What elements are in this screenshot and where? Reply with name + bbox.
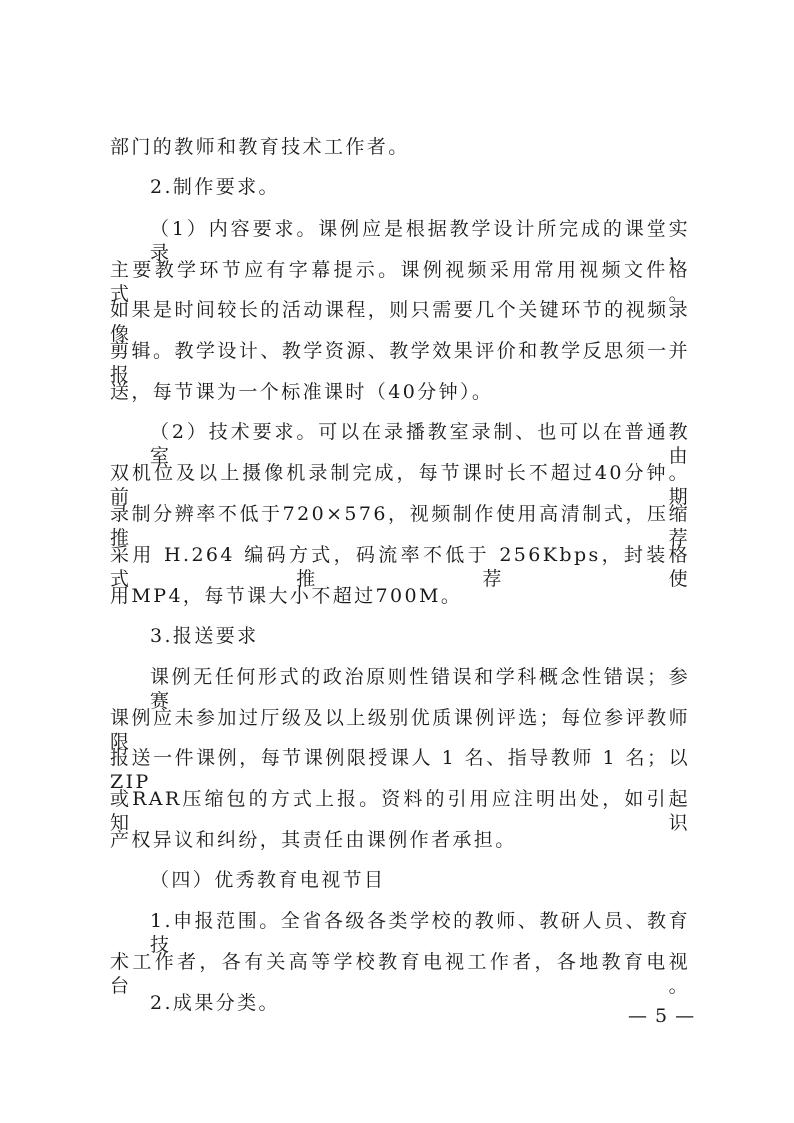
section-heading: 2.成果分类。 (150, 992, 280, 1014)
text-line: 或RAR压缩包的方式上报。资料的引用应注明出处，如引起知识 (110, 788, 690, 834)
text-line: 如果是时间较长的活动课程，则只需要几个关键环节的视频录像 (110, 299, 690, 345)
page-number: — 5 — (628, 1005, 696, 1027)
section-heading: 2.制作要求。 (150, 176, 280, 198)
text-line: 录制分辨率不低于720×576，视频制作使用高清制式，压缩推荐 (110, 503, 690, 549)
text-line: 1.申报范围。全省各级各类学校的教师、教研人员、教育技 (150, 910, 690, 956)
section-heading: （四）优秀教育电视节目 (150, 869, 386, 891)
section-heading: 3.报送要求 (150, 625, 259, 647)
text-line: 双机位及以上摄像机录制完成，每节课时长不超过40分钟。前期 (110, 462, 690, 508)
text-line: 课例应未参加过厅级及以上级别优质课例评选；每位参评教师限 (110, 707, 690, 753)
text-line: 用MP4，每节课大小不超过700M。 (110, 585, 463, 607)
text-line: 课例无任何形式的政治原则性错误和学科概念性错误；参赛 (150, 666, 690, 712)
text-line: 部门的教师和教育技术工作者。 (110, 136, 410, 158)
text-line: （1）内容要求。课例应是根据教学设计所完成的课堂实录， (150, 218, 690, 264)
text-line: 术工作者，各有关高等学校教育电视工作者，各地教育电视台。 (110, 951, 690, 997)
text-line: 主要教学环节应有字幕提示。课例视频采用常用视频文件格式。 (110, 259, 690, 305)
text-line: 送，每节课为一个标准课时（40分钟）。 (110, 381, 494, 403)
text-line: 报送一件课例，每节课例限授课人 1 名、指导教师 1 名；以 ZIP (110, 747, 690, 793)
text-line: 产权异议和纠纷，其责任由课例作者承担。 (110, 829, 517, 851)
text-line: （2）技术要求。可以在录播教室录制、也可以在普通教室由 (150, 421, 690, 467)
text-line: 剪辑。教学设计、教学资源、教学效果评价和教学反思须一并报 (110, 340, 690, 386)
text-line: 采用 H.264 编码方式，码流率不低于 256Kbps，封装格式推荐使 (110, 544, 690, 590)
